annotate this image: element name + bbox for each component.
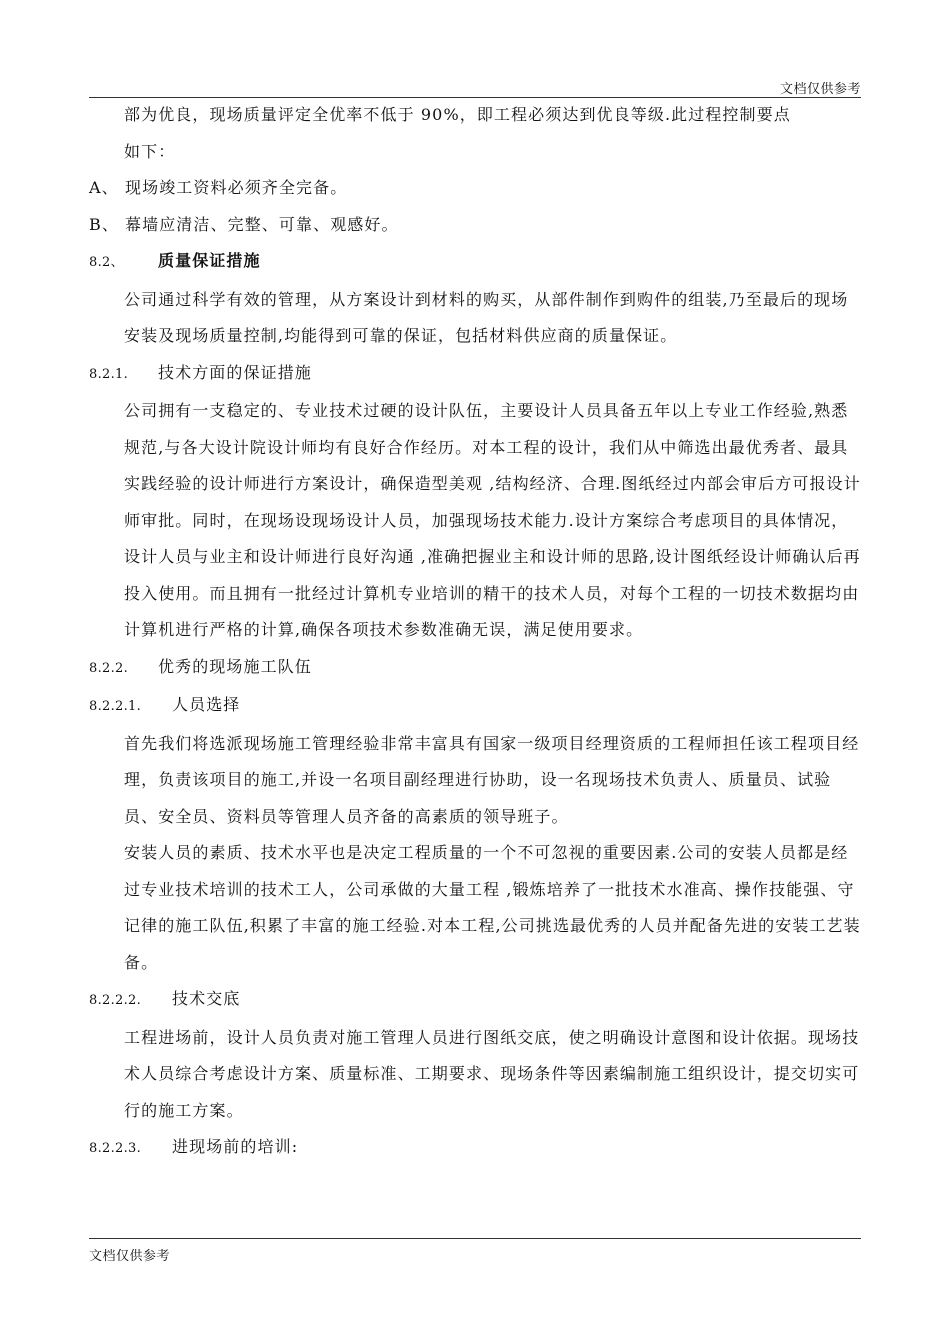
list-item-a [89,170,861,207]
paragraph: 公司通过科学有效的管理，从方案设计到材料的购买，从部件制作到购件的组装,乃至最后的现场安装及现场质量控制,均能得到可靠的保证，包括材料供应商的质量保证。 [124,289,849,345]
section-heading-8-2-2 [89,649,861,688]
section-heading-8-2-2-3 [89,1129,861,1168]
footer-divider [89,1238,861,1239]
paragraph-line: 部为优良，现场质量评定全优率不低于 90%，即工程必须达到优良等级.此过程控制要点 [124,105,791,124]
section-number: 8.2、 [89,255,124,270]
paragraph-line: 如下： [124,141,176,161]
section-heading-8-2-2-1 [89,687,861,726]
list-item-label: A、 [89,178,119,197]
list-item-text: 幕墙应清洁、完整、可靠、观感好。 [125,214,399,234]
page-header: 文档仅供参考 [779,82,861,97]
section-number: 8.2.2.1. [89,699,142,714]
section-title: 优秀的现场施工队伍 [158,656,312,676]
paragraph: 首先我们将选派现场施工管理经验非常丰富具有国家一级项目经理资质的工程师担任该工程项目经理，负责该项目的施工,并设一名项目副经理进行协助，设一名现场技术负责人、质量员、试验员、安全员、资料员等管理人员齐备的高素质的领导班子。 [124,733,860,826]
section-title: 质量保证措施 [158,251,261,270]
section-title: 技术方面的保证措施 [158,362,312,382]
paragraph: 公司拥有一支稳定的、专业技术过硬的设计队伍，主要设计人员具备五年以上专业工作经验,熟悉规范,与各大设计院设计师均有良好合作经历。对本工程的设计，我们从中筛选出最优秀者、最具实践经验的设计师进行方案设计，确保造型美观 ,结构经济、合理.图纸经过内部会审后方可报设计师审批。同时，在现场设现场设计人员，加强现场技术能力.设计方案综合考虑项目的具体情况，设计人员与业主和设计师进行良好沟通 ,准确把握业主和设计师的思路,设计图纸经设计师确认后再投入使用。而且拥有一批经过计算机专业培训的精干的技术人员，对每个工程的一切技术数据均由计算机进行严格的计算,确保各项技术参数准确无误，满足使用要求。 [124,401,861,639]
list-item-label: B、 [89,214,119,234]
paragraph: 工程进场前，设计人员负责对施工管理人员进行图纸交底，使之明确设计意图和设计依据。现场技术人员综合考虑设计方案、质量标准、工期要求、现场条件等因素编制施工组织设计，提交切实可行的施工方案。 [124,1027,860,1120]
section-number: 8.2.2.3. [89,1141,142,1156]
list-item-text: 现场竣工资料必须齐全完备。 [125,178,348,197]
section-number: 8.2.1. [89,366,129,382]
section-heading-8-2-1 [89,355,861,394]
section-heading-8-2 [89,243,861,282]
section-number: 8.2.2.2. [89,993,142,1008]
page-footer: 文档仅供参考 [89,1249,171,1264]
section-title: 技术交底 [172,989,241,1008]
section-title: 进现场前的培训: [172,1137,299,1156]
section-title: 人员选择 [172,695,241,714]
list-item-b [89,207,861,244]
section-number: 8.2.2. [89,660,129,676]
paragraph: 安装人员的素质、技术水平也是决定工程质量的一个不可忽视的重要因素.公司的安装人员都是经过专业技术培训的技术工人，公司承做的大量工程 ,锻炼培养了一批技术水准高、操作技能强、守记律的施工队伍,积累了丰富的施工经验.对本工程,公司挑选最优秀的人员并配备先进的安装工艺装备。 [124,843,861,972]
section-heading-8-2-2-2 [89,981,861,1020]
document-body [89,97,861,1168]
